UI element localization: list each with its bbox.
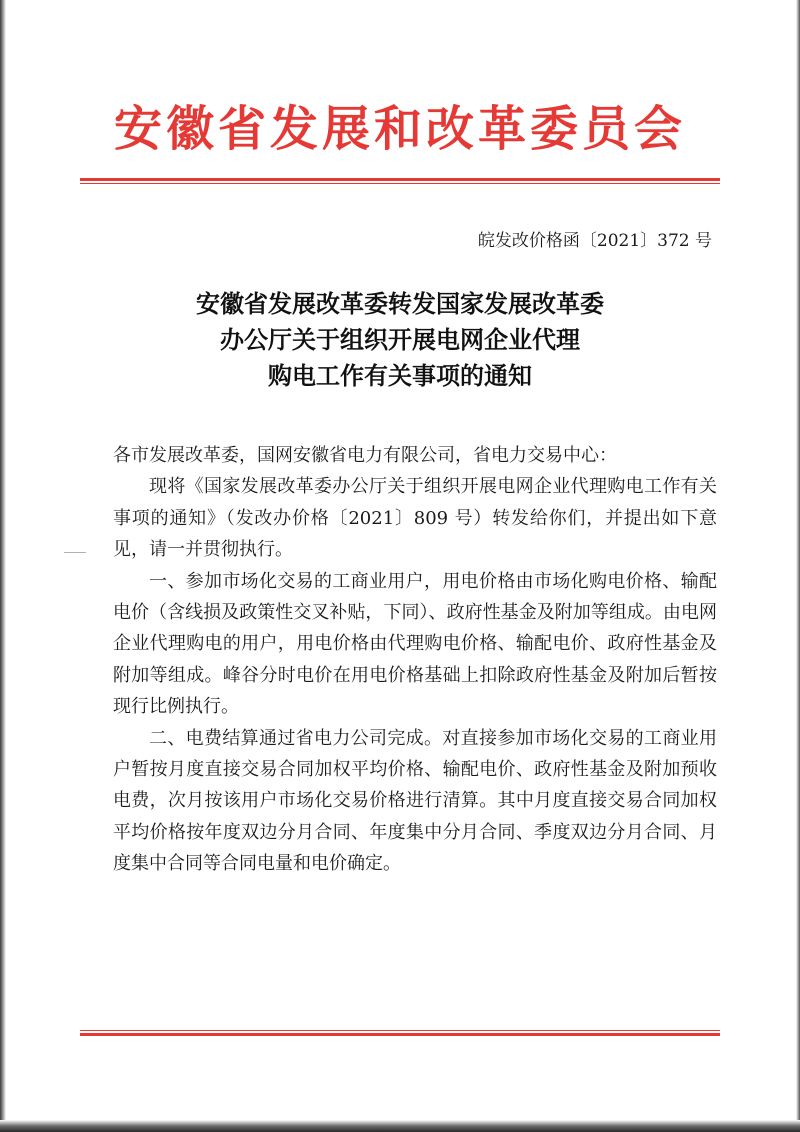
title-line: 购电工作有关事项的通知 — [268, 362, 532, 390]
body-paragraph: 二、电费结算通过省电力公司完成。对直接参加市场化交易的工商业用户暂按月度直接交易合同加权平均价格、输配电价、政府性基金及附加预收电费，次月按该用户市场化交易价格进行清算。其中月度直接交易合同加权平均价格按年度双边分月合同、年度集中分月合同、季度双边分月合同、月度集中合同等合同电量和电价确定。 — [113, 727, 717, 875]
letterhead-rule-thin — [80, 183, 720, 184]
scan-edge-left — [0, 0, 6, 1132]
document-title — [80, 286, 720, 394]
title-line: 安徽省发展改革委转发国家发展改革委 — [196, 290, 604, 318]
title-line: 办公厅关于组织开展电网企业代理 — [220, 326, 580, 354]
scan-edge-bottom — [0, 1120, 800, 1132]
letterhead-rule-thick — [80, 178, 720, 181]
body-paragraph: 现将《国家发展改革委办公厅关于组织开展电网企业代理购电工作有关事项的通知》（发改办价格〔2021〕809 号）转发给你们，并提出如下意见，请一并贯彻执行。 — [113, 476, 717, 561]
scan-mark — [64, 552, 86, 553]
scan-edge-right — [796, 0, 800, 1132]
document-number: 皖发改价格函〔2021〕372 号 — [477, 231, 712, 251]
footer-rule-thick — [80, 1033, 720, 1036]
salutation: 各市发展改革委，国网安徽省电力有限公司，省电力交易中心： — [113, 445, 617, 466]
document-body — [113, 440, 717, 880]
body-paragraph: 一、参加市场化交易的工商业用户，用电价格由市场化购电价格、输配电价（含线损及政策性交叉补贴，下同）、政府性基金及附加等组成。由电网企业代理购电的用户，用电价格由代理购电价格、输配电价、政府性基金及附加等组成。峰谷分时电价在用电价格基础上扣除政府性基金及附加后暂按现行比例执行。 — [113, 570, 717, 718]
footer-rule-thin — [80, 1030, 720, 1031]
letterhead-issuer: 安徽省发展和改革委员会 — [113, 101, 686, 157]
